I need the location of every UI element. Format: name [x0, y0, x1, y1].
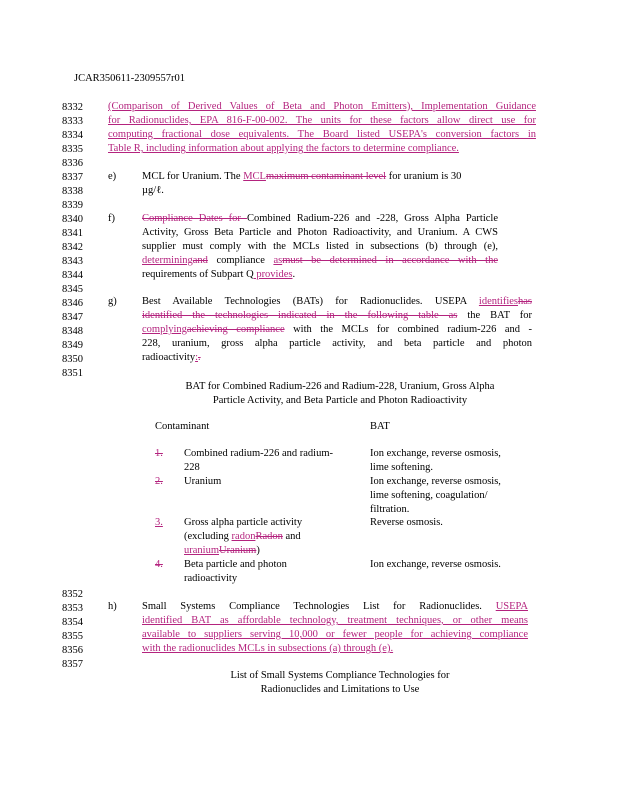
line-number: 8349 — [62, 340, 83, 351]
deleted-text: must be determined in accordance with the — [282, 255, 498, 266]
line-number: 8348 — [62, 326, 83, 337]
line-number: 8335 — [62, 144, 83, 155]
table-cell-bat — [370, 447, 501, 461]
inserted-text: radon — [231, 531, 256, 542]
text-line — [108, 142, 459, 156]
text-run: Ion exchange, reverse osmosis, — [370, 448, 501, 459]
list-title-line-2: Radionuclides and Limitations to Use — [260, 684, 420, 695]
table-cell-contaminant — [184, 461, 200, 475]
table-header-bat: BAT — [370, 421, 390, 432]
table-row-number: 3. — [155, 517, 163, 528]
line-number: 8342 — [62, 242, 83, 253]
deleted-text: achieving compliance — [186, 324, 285, 335]
inserted-text: identifies — [478, 296, 518, 307]
table-cell-contaminant — [184, 558, 287, 572]
inserted-text: computing fractional dose equivalents. The Board listed USEPA's conversion factors in — [108, 129, 536, 140]
text-run: radioactivity — [184, 573, 238, 584]
subsection-e-label: e) — [108, 171, 117, 182]
text-line — [142, 226, 498, 240]
text-line — [142, 295, 532, 309]
line-number: 8350 — [62, 354, 83, 365]
subsection-g-label: g) — [108, 296, 117, 307]
inserted-text: provides — [253, 269, 293, 280]
inserted-text: Table R, including information about applying the factors to determine compliance. — [108, 143, 459, 154]
deleted-text: Uranium — [219, 545, 257, 556]
deleted-text: and — [192, 255, 208, 266]
text-run: lime softening. — [370, 462, 433, 473]
line-number: 8341 — [62, 228, 83, 239]
table-cell-bat — [370, 516, 443, 530]
table-cell-contaminant — [184, 572, 237, 586]
text-run: 228 — [184, 462, 200, 473]
line-number: 8338 — [62, 186, 83, 197]
text-line — [108, 100, 536, 114]
table-row-number: 4. — [155, 559, 163, 570]
text-line — [142, 254, 498, 268]
inserted-text: available to suppliers serving 10,000 or fewer people for achieving compliance — [142, 629, 528, 640]
text-line — [142, 212, 498, 226]
text-run: Reverse osmosis. — [370, 517, 443, 528]
deleted-text: Radon — [255, 531, 283, 542]
text-line — [142, 309, 532, 323]
text-run: Beta particle and photon — [184, 559, 287, 570]
text-run: . — [292, 269, 296, 280]
text-run: Ion exchange, reverse osmosis. — [370, 559, 501, 570]
text-run: Ion exchange, reverse osmosis, — [370, 476, 501, 487]
deleted-text: . — [198, 352, 201, 363]
text-run: µg/ℓ. — [142, 185, 164, 196]
text-line — [142, 323, 532, 337]
inserted-text: MCL — [243, 171, 266, 182]
text-run: Uranium — [184, 476, 222, 487]
text-run: Small Systems Compliance Technologies List for Radionuclides. — [142, 601, 496, 612]
subsection-h-label: h) — [108, 601, 117, 612]
inserted-text: (Comparison of Derived Values of Beta and Photon Emitters), Implementation Guidance — [108, 101, 536, 112]
text-run: and — [282, 531, 301, 542]
line-number: 8356 — [62, 645, 83, 656]
line-number: 8352 — [62, 589, 83, 600]
text-line — [108, 114, 536, 128]
text-run: compliance — [207, 255, 274, 266]
line-number: 8337 — [62, 172, 83, 183]
inserted-text: : — [195, 352, 198, 363]
text-line — [142, 184, 164, 198]
deleted-text: Compliance Dates for — [142, 213, 247, 224]
inserted-text: determining — [142, 255, 193, 266]
deleted-text: maximum contaminant level — [265, 171, 387, 182]
table-cell-contaminant — [184, 516, 302, 530]
inserted-text: uranium — [184, 545, 219, 556]
text-line — [108, 128, 536, 142]
table-header-contaminant: Contaminant — [155, 421, 210, 432]
table-cell-contaminant — [184, 530, 301, 544]
table-cell-contaminant — [184, 544, 260, 558]
table-row-number: 2. — [155, 476, 163, 487]
inserted-text: as — [273, 255, 283, 266]
text-line — [142, 240, 498, 254]
table-cell-contaminant — [184, 475, 221, 489]
text-run: 228, uranium, gross alpha particle activity, and beta particle and photon — [142, 338, 532, 349]
line-number: 8353 — [62, 603, 83, 614]
table-cell-contaminant — [184, 447, 333, 461]
text-run: ) — [256, 545, 260, 556]
text-run: MCL for Uranium. The — [142, 171, 244, 182]
table-title-line-1: BAT for Combined Radium-226 and Radium-228, Uranium, Gross Alpha — [185, 381, 495, 392]
text-run: the BAT for — [457, 310, 532, 321]
line-number: 8346 — [62, 298, 83, 309]
text-run: filtration. — [370, 504, 410, 515]
list-title-line-1: List of Small Systems Compliance Technologies for — [230, 670, 450, 681]
text-run: Combined radium-226 and radium- — [184, 448, 334, 459]
table-title-line-2: Particle Activity, and Beta Particle and Photon Radioactivity — [212, 395, 468, 406]
table-cell-bat — [370, 489, 488, 503]
line-number: 8357 — [62, 659, 83, 670]
line-number: 8345 — [62, 284, 83, 295]
subsection-f-label: f) — [108, 213, 115, 224]
line-number: 8340 — [62, 214, 83, 225]
text-run: requirements of Subpart Q — [142, 269, 254, 280]
line-number: 8332 — [62, 102, 83, 113]
table-row-number: 1. — [155, 448, 163, 459]
table-cell-bat — [370, 461, 433, 475]
inserted-text: with the radionuclides MCLs in subsections (a) through (e). — [142, 643, 394, 654]
line-number: 8339 — [62, 200, 83, 211]
inserted-text: for Radionuclides, EPA 816-F-00-002. The units for these factors allow direct use for — [108, 115, 536, 126]
inserted-text: identified BAT as affordable technology, treatment techniques, or other means — [142, 615, 528, 626]
line-number: 8355 — [62, 631, 83, 642]
line-number: 8343 — [62, 256, 83, 267]
text-line — [142, 628, 528, 642]
text-run: lime softening, coagulation/ — [370, 490, 488, 501]
table-cell-bat — [370, 558, 501, 572]
text-line — [142, 600, 528, 614]
text-run: for uranium is 30 — [386, 171, 462, 182]
line-number: 8354 — [62, 617, 83, 628]
text-line — [142, 337, 532, 351]
text-line — [142, 170, 461, 184]
line-number: 8336 — [62, 158, 83, 169]
text-run: radioactivity — [142, 352, 196, 363]
text-line — [142, 642, 393, 656]
text-line — [142, 614, 528, 628]
text-line — [142, 351, 201, 365]
line-number: 8333 — [62, 116, 83, 127]
line-number: 8347 — [62, 312, 83, 323]
line-number: 8351 — [62, 368, 83, 379]
deleted-text: has — [518, 296, 532, 307]
line-number: 8344 — [62, 270, 83, 281]
document-header: JCAR350611-2309557r01 — [74, 73, 186, 84]
text-line — [142, 268, 295, 282]
text-run: Combined Radium-226 and -228, Gross Alpha Particle — [246, 213, 498, 224]
text-run: (excluding — [184, 531, 232, 542]
inserted-text: complying — [142, 324, 187, 335]
table-cell-bat — [370, 503, 409, 517]
text-run: Activity, Gross Beta Particle and Photon Radioactivity, and Uranium. A CWS — [142, 227, 498, 238]
text-run: Best Available Technologies (BATs) for Radionuclides. USEPA — [142, 296, 479, 307]
table-cell-bat — [370, 475, 501, 489]
deleted-text: identified the technologies indicated in the following table as — [142, 310, 458, 321]
text-run: Gross alpha particle activity — [184, 517, 303, 528]
inserted-text: USEPA — [495, 601, 528, 612]
text-run: supplier must comply with the MCLs listed in subsections (b) through (e), — [142, 241, 498, 252]
text-run: with the MCLs for combined radium-226 and - — [284, 324, 532, 335]
line-number: 8334 — [62, 130, 83, 141]
